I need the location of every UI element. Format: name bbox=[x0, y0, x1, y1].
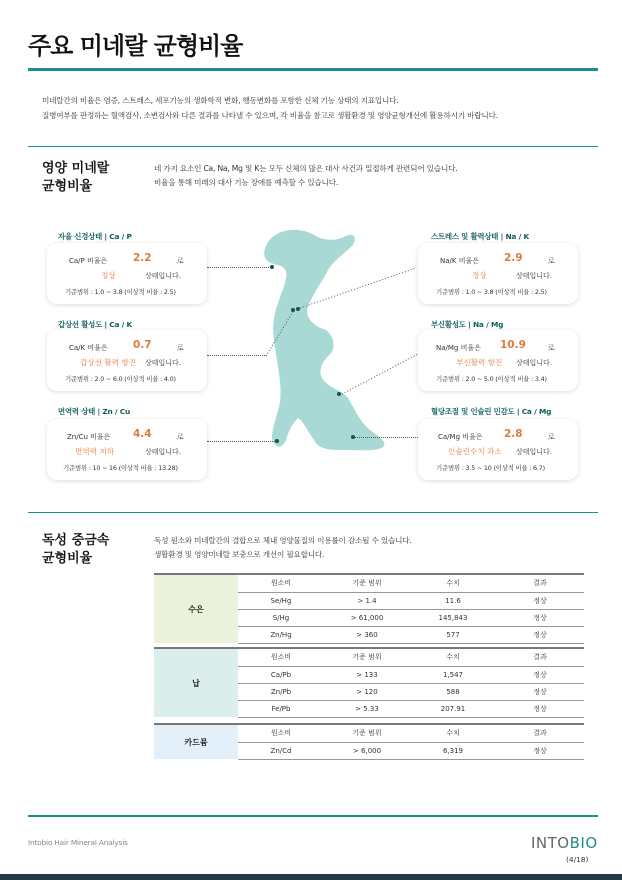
nutrition-section-desc bbox=[154, 162, 457, 190]
card-label-na-mg: 부신활성도 | Na / Mg bbox=[431, 320, 504, 329]
cell-result: 정상 bbox=[496, 683, 584, 700]
group-cell-lead: 납 bbox=[154, 649, 238, 717]
ratio-label: Na/K 비율은 bbox=[440, 257, 479, 265]
footer-divider bbox=[28, 815, 598, 817]
toxic-desc-line-1: 독성 원소와 미네랄간의 결합으로 체내 영양물질의 이용률이 감소될 수 있습니다. bbox=[154, 536, 412, 545]
card-label-zn-cu: 면역력 상태 | Zn / Cu bbox=[58, 407, 131, 416]
connector-dot-ca-p bbox=[270, 265, 274, 269]
connector-dot-zn-cu bbox=[275, 439, 279, 443]
connector-dot-na-mg bbox=[337, 392, 341, 396]
cell-ratio: Fe/Pb bbox=[238, 700, 324, 717]
toxic-title-line-1: 독성 중금속 bbox=[42, 533, 110, 548]
connector-ca-k bbox=[207, 355, 267, 356]
cell-value: 6,319 bbox=[410, 742, 496, 759]
ratio-value: 2.8 bbox=[504, 428, 523, 440]
ratio-status: 면역력 저하 bbox=[75, 447, 115, 456]
ratio-range: 기준범위 : 2.0 ~ 6.0 (이상적 비율 : 4.0) bbox=[65, 375, 176, 383]
ratio-state: 상태입니다. bbox=[145, 272, 182, 280]
intro-line-2: 질병여부를 판정하는 혈액검사, 소변검사와 다른 결과를 나타낼 수 있으며, 각 비율을 참고로 생활환경 및 영양균형개선에 활용하시기 바랍니다. bbox=[42, 111, 498, 120]
ratio-label: Na/Mg 비율은 bbox=[436, 344, 481, 352]
intro-line-1: 미네랄간의 비율은 염증, 스트레스, 세포기능의 생화학적 변화, 행동변화를 포함한 신체 기능 상태의 지표입니다. bbox=[42, 96, 399, 105]
connector-na-mg bbox=[340, 352, 420, 396]
header-value: 수치 bbox=[410, 575, 496, 592]
ratio-ro: 로 bbox=[548, 257, 555, 265]
footer-brand-text: Intobio Hair Mineral Analysis bbox=[28, 838, 128, 847]
section-divider bbox=[28, 146, 598, 147]
header-range: 기준 범위 bbox=[324, 575, 410, 592]
connector-ca-mg bbox=[354, 437, 418, 438]
toxic-section-title bbox=[42, 532, 109, 568]
cell-range: > 5.33 bbox=[324, 700, 410, 717]
ratio-label: Ca/K 비율은 bbox=[69, 344, 108, 352]
logo-into: INTO bbox=[531, 834, 570, 852]
lead-table bbox=[154, 649, 584, 718]
cell-ratio: Se/Hg bbox=[238, 592, 324, 609]
header-range: 기준 범위 bbox=[324, 725, 410, 742]
header-result: 결과 bbox=[496, 649, 584, 666]
ratio-range: 기준범위 : 1.0 ~ 3.8 (이상적 비율 : 2.5) bbox=[65, 288, 176, 296]
cell-result: 정상 bbox=[496, 592, 584, 609]
ratio-ro: 로 bbox=[548, 344, 555, 352]
ratio-value: 10.9 bbox=[500, 339, 526, 351]
cell-value: 207.91 bbox=[410, 700, 496, 717]
ratio-card-na-mg bbox=[418, 330, 578, 391]
header-range: 기준 범위 bbox=[324, 649, 410, 666]
section-divider bbox=[28, 512, 598, 513]
group-cell-cadmium: 카드뮴 bbox=[154, 725, 238, 759]
cell-result: 정상 bbox=[496, 700, 584, 717]
nutrition-title-line-2: 균형비율 bbox=[42, 179, 93, 194]
card-label-ca-mg: 혈당조절 및 인슐린 민감도 | Ca / Mg bbox=[431, 407, 552, 416]
connector-dot-ca-k bbox=[291, 308, 295, 312]
title-divider bbox=[28, 68, 598, 71]
header-result: 결과 bbox=[496, 725, 584, 742]
header-value: 수치 bbox=[410, 725, 496, 742]
ratio-range: 기준범위 : 1.0 ~ 3.8 (이상적 비율 : 2.5) bbox=[436, 288, 547, 296]
intobio-logo bbox=[531, 834, 598, 852]
header-value: 수치 bbox=[410, 649, 496, 666]
group-cell-mercury: 수은 bbox=[154, 575, 238, 643]
cell-value: 145,843 bbox=[410, 609, 496, 626]
card-label-na-k: 스트레스 및 활력상태 | Na / K bbox=[431, 232, 529, 241]
ratio-state: 상태입니다. bbox=[516, 359, 553, 367]
cell-ratio: Zn/Pb bbox=[238, 683, 324, 700]
ratio-state: 상태입니다. bbox=[145, 359, 182, 367]
cadmium-table bbox=[154, 725, 584, 760]
connector-na-k bbox=[296, 266, 420, 312]
ratio-ro: 로 bbox=[177, 257, 184, 265]
ratio-value: 2.9 bbox=[504, 252, 523, 264]
cell-ratio: S/Hg bbox=[238, 609, 324, 626]
header-ratio: 원소비 bbox=[238, 725, 324, 742]
cell-ratio: Ca/Pb bbox=[238, 666, 324, 683]
cell-value: 11.6 bbox=[410, 592, 496, 609]
card-label-ca-k: 갑상선 활성도 | Ca / K bbox=[58, 320, 133, 329]
ratio-ro: 로 bbox=[177, 344, 184, 352]
ratio-value: 0.7 bbox=[133, 339, 152, 351]
table-header-row bbox=[154, 649, 584, 666]
connector-dot-na-k bbox=[296, 307, 300, 311]
logo-bio: BIO bbox=[569, 834, 598, 852]
nutrition-section-title bbox=[42, 160, 109, 196]
mercury-table bbox=[154, 575, 584, 644]
ratio-ro: 로 bbox=[177, 433, 184, 441]
ratio-label: Ca/Mg 비율은 bbox=[438, 433, 483, 441]
cell-value: 588 bbox=[410, 683, 496, 700]
page-title: 주요 미네랄 균형비율 bbox=[28, 32, 243, 60]
cell-range: > 61,000 bbox=[324, 609, 410, 626]
ratio-ro: 로 bbox=[548, 433, 555, 441]
cell-range: > 360 bbox=[324, 626, 410, 643]
header-ratio: 원소비 bbox=[238, 575, 324, 592]
ratio-range: 기준범위 : 2.0 ~ 5.0 (이상적 비율 : 3.4) bbox=[436, 375, 547, 383]
nutrition-desc-line-2: 비율을 통해 미래의 대사 기능 장애를 예측할 수 있습니다. bbox=[154, 178, 339, 187]
connector-ca-p bbox=[207, 267, 271, 268]
toxic-desc-line-2: 생활환경 및 영양미네랄 보충으로 개선이 필요합니다. bbox=[154, 550, 325, 559]
dog-silhouette-icon bbox=[238, 218, 388, 458]
intro-text bbox=[42, 93, 498, 123]
ratio-state: 상태입니다. bbox=[145, 448, 182, 456]
nutrition-title-line-1: 영양 미네랄 bbox=[42, 161, 110, 176]
cell-ratio: Zn/Cd bbox=[238, 742, 324, 759]
cell-result: 정상 bbox=[496, 742, 584, 759]
connector-zn-cu bbox=[207, 441, 277, 442]
ratio-status: 인슐린수치 과소 bbox=[448, 447, 502, 456]
ratio-label: Zn/Cu 비율은 bbox=[67, 433, 111, 441]
cell-range: > 133 bbox=[324, 666, 410, 683]
cell-range: > 120 bbox=[324, 683, 410, 700]
ratio-status: 정상 bbox=[472, 271, 487, 280]
toxic-section-desc bbox=[154, 534, 412, 562]
table-header-row bbox=[154, 575, 584, 592]
cell-range: > 1.4 bbox=[324, 592, 410, 609]
cell-value: 1,547 bbox=[410, 666, 496, 683]
cell-value: 577 bbox=[410, 626, 496, 643]
ratio-range: 기준범위 : 10 ~ 16 (이상적 비율 : 13.28) bbox=[63, 464, 178, 472]
toxic-title-line-2: 균형비율 bbox=[42, 551, 93, 566]
page-number: (4/18) bbox=[566, 855, 589, 864]
connector-dot-ca-mg bbox=[351, 435, 355, 439]
bottom-bar bbox=[0, 874, 622, 880]
cell-ratio: Zn/Hg bbox=[238, 626, 324, 643]
card-label-ca-p: 자율 신경상태 | Ca / P bbox=[58, 232, 132, 241]
ratio-status: 부신활력 항진 bbox=[456, 358, 503, 367]
ratio-value: 2.2 bbox=[133, 252, 152, 264]
ratio-state: 상태입니다. bbox=[516, 272, 553, 280]
header-result: 결과 bbox=[496, 575, 584, 592]
ratio-value: 4.4 bbox=[133, 428, 152, 440]
ratio-card-ca-mg bbox=[418, 419, 578, 480]
header-ratio: 원소비 bbox=[238, 649, 324, 666]
ratio-card-ca-p bbox=[47, 243, 207, 304]
ratio-range: 기준범위 : 3.5 ~ 10 (이상적 비율 : 6.7) bbox=[436, 464, 545, 472]
ratio-card-zn-cu bbox=[47, 419, 207, 480]
nutrition-desc-line-1: 네 가지 요소인 Ca, Na, Mg 및 K는 모두 신체의 많은 대사 사건과 밀접하게 관련되어 있습니다. bbox=[154, 164, 458, 173]
ratio-card-na-k bbox=[418, 243, 578, 304]
ratio-status: 정상 bbox=[101, 271, 116, 280]
ratio-status: 갑상선 활력 항진 bbox=[80, 358, 137, 367]
ratio-label: Ca/P 비율은 bbox=[69, 257, 108, 265]
cell-result: 정상 bbox=[496, 666, 584, 683]
cell-result: 정상 bbox=[496, 609, 584, 626]
cell-range: > 6,000 bbox=[324, 742, 410, 759]
ratio-state: 상태입니다. bbox=[516, 448, 553, 456]
cell-result: 정상 bbox=[496, 626, 584, 643]
ratio-card-ca-k bbox=[47, 330, 207, 391]
table-header-row bbox=[154, 725, 584, 742]
